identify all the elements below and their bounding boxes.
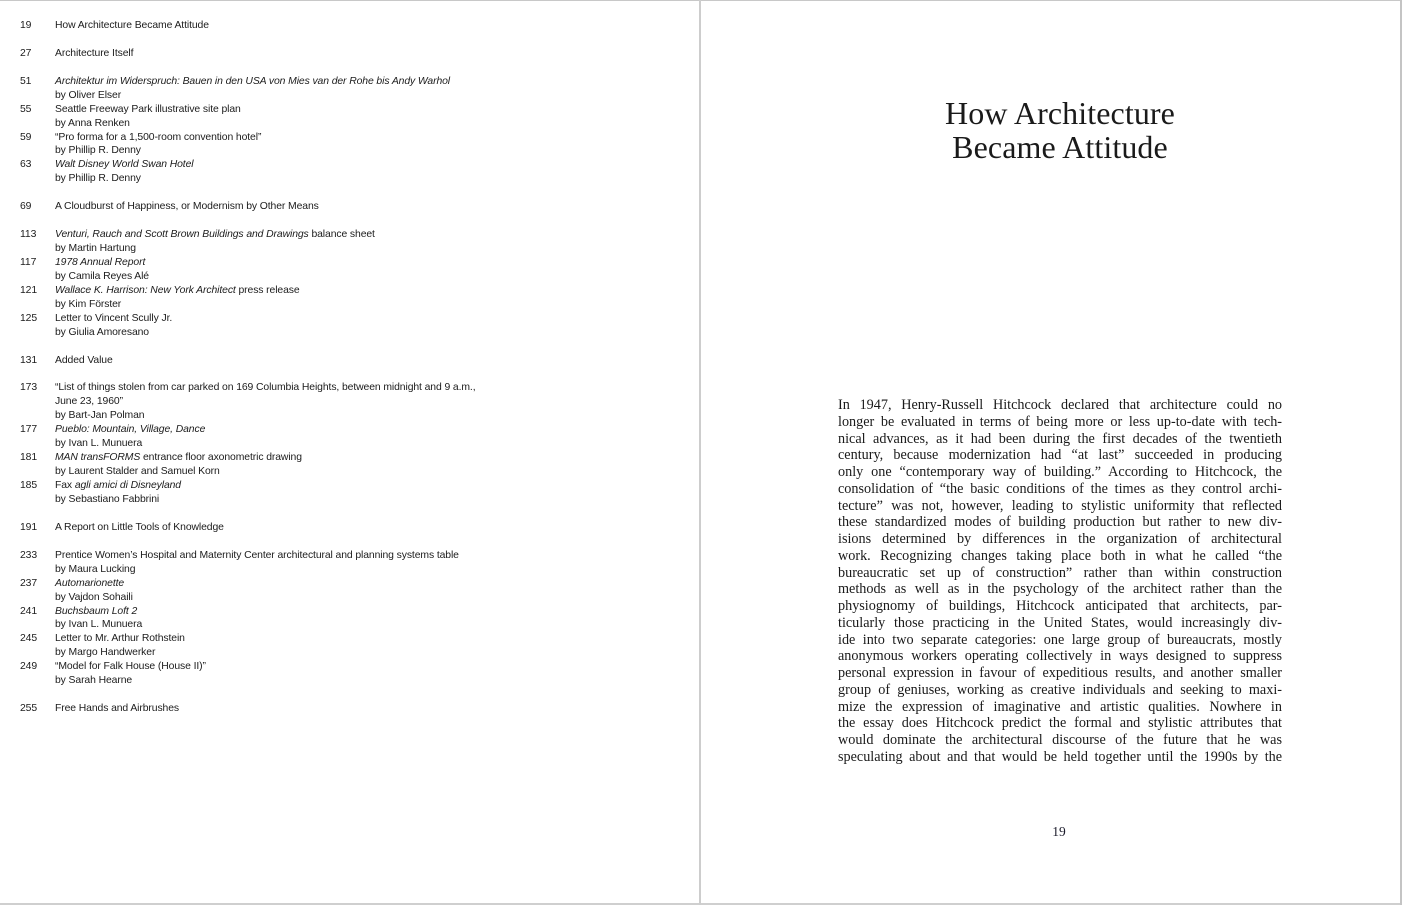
toc-entry-title	[55, 256, 680, 270]
toc-section	[20, 228, 680, 340]
body-text-line: group of geniuses, working as creative individuals and seeking to maxi-	[838, 681, 1282, 698]
toc-entry-title	[55, 131, 680, 145]
toc-entry-body	[55, 479, 680, 507]
toc-page-number: 113	[20, 229, 37, 241]
toc-entry-author: by Anna Renken	[55, 117, 130, 129]
chapter-title	[701, 97, 1402, 164]
body-text-line: physiognomy of buildings, Hitchcock anticipated that architects, par-	[838, 598, 1282, 614]
body-text-line: speculating about and that would be held together until the 1990s by the	[838, 748, 1283, 765]
toc-entry[interactable]	[20, 256, 680, 284]
toc-entry-title	[55, 354, 680, 368]
body-text-line: these standardized modes of building production but rather to new div-	[838, 514, 1282, 531]
toc-title-italic-part: Buchsbaum Loft 2	[55, 605, 138, 617]
toc-page-number: 191	[20, 521, 38, 533]
toc-title-part: Prentice Women’s Hospital and Maternity Center architectural and planning systems table	[55, 549, 459, 561]
toc-entry[interactable]	[20, 577, 680, 605]
body-text-line: isions determined by differences in the organization of architectural	[838, 531, 1282, 547]
toc-entry[interactable]	[20, 660, 680, 688]
body-text-line: work. Recognizing changes taking place both in what he called “the	[838, 547, 1282, 564]
toc-entry-body	[55, 354, 680, 368]
toc-title-italic-part: agli amici di Disneyland	[74, 480, 181, 492]
toc-entry[interactable]	[20, 47, 680, 61]
toc-page-number: 245	[20, 633, 38, 645]
body-text-line: mize the expression of imaginative and artistic qualities. Nowhere in	[838, 698, 1282, 715]
toc-entry-title	[55, 200, 680, 214]
left-page-contents	[0, 0, 699, 903]
toc-entry[interactable]	[20, 284, 680, 312]
toc-entry-author: by Sarah Hearne	[55, 675, 133, 687]
toc-page-number: 181	[20, 452, 38, 464]
toc-title-part: Letter to Vincent Scully Jr.	[55, 312, 173, 324]
toc-entry-author: by Bart-Jan Polman	[55, 410, 145, 422]
toc-entry-title	[55, 605, 680, 619]
toc-entry-body	[55, 284, 680, 312]
toc-entry-title	[55, 423, 680, 437]
toc-entry[interactable]	[20, 354, 680, 368]
toc-entry-author: by Margo Handwerker	[55, 647, 156, 659]
toc-page-number: 233	[20, 549, 38, 561]
toc-entry-body	[55, 381, 680, 423]
toc-page-number: 177	[20, 424, 38, 436]
toc-entry-body	[55, 200, 680, 214]
chapter-title-line-1: How Architecture	[945, 95, 1175, 131]
toc-entry-body	[55, 103, 680, 131]
toc-entry-title	[55, 660, 680, 674]
toc-entry-author: by Kim Förster	[55, 298, 122, 310]
toc-entry-body	[55, 131, 680, 159]
toc-title-italic-part: Venturi, Rauch and Scott Brown Buildings and Drawings	[55, 229, 309, 241]
toc-entry[interactable]	[20, 381, 680, 423]
body-text-line: anonymous workers operating collectively in ways designed to suppress	[838, 648, 1283, 665]
body-text-line: only one “contemporary way of building.” According to Hitchcock, the	[838, 464, 1283, 480]
toc-page-number: 185	[20, 480, 38, 492]
body-text-line: In 1947, Henry-Russell Hitchcock declared that architecture could no	[838, 397, 1283, 413]
toc-title-part: A Cloudburst of Happiness, or Modernism by Other Means	[55, 201, 319, 213]
toc-title-part: “Pro forma for a 1,500-room convention hotel”	[55, 131, 262, 143]
toc-title-part: “Model for Falk House (House II)”	[55, 661, 206, 673]
toc-entry-title	[55, 549, 680, 563]
toc-entry-body	[55, 19, 680, 33]
toc-entry-body	[55, 577, 680, 605]
toc-section	[20, 521, 680, 535]
toc-title-part: Seattle Freeway Park illustrative site plan	[55, 103, 241, 115]
toc-entry-title	[55, 479, 680, 493]
toc-page-number: 55	[20, 103, 32, 115]
toc-page-number: 59	[20, 131, 32, 143]
toc-entry[interactable]	[20, 451, 680, 479]
toc-page-number: 241	[20, 605, 38, 617]
toc-entry[interactable]	[20, 200, 680, 214]
toc-title-part: Architecture Itself	[55, 47, 134, 59]
toc-section	[20, 47, 680, 61]
toc-title-part: Letter to Mr. Arthur Rothstein	[55, 633, 185, 645]
toc-page-number: 255	[20, 703, 38, 715]
table-of-contents	[20, 19, 680, 730]
toc-entry-body	[55, 451, 680, 479]
toc-section	[20, 75, 680, 187]
toc-entry-title	[55, 19, 680, 33]
toc-page-number: 173	[20, 382, 38, 394]
toc-page-number: 117	[20, 256, 37, 268]
toc-title-italic-part: MAN transFORMS	[55, 452, 141, 464]
body-text-line: methods as well as in the psychology of the architect rather than the	[838, 581, 1282, 598]
toc-title-italic-part: 1978 Annual Report	[55, 256, 146, 268]
toc-page-number: 19	[20, 20, 32, 31]
toc-entry-body	[55, 423, 680, 451]
body-text-line: would dominate the architectural discourse of the future that he was	[838, 732, 1282, 748]
toc-page-number: 63	[20, 159, 32, 171]
toc-entry-author: by Giulia Amoresano	[55, 326, 149, 338]
body-text-line: the essay does Hitchcock predict the formal and stylistic attributes that	[838, 715, 1282, 732]
body-text-line: ticularly those practicing in the United States, would increasingly div-	[838, 614, 1283, 631]
toc-page-number: 237	[20, 577, 38, 589]
toc-entry-author: by Camila Reyes Alé	[55, 270, 149, 282]
toc-entry-body	[55, 256, 680, 284]
toc-entry-author: by Laurent Stalder and Samuel Korn	[55, 466, 220, 478]
toc-entry-title	[55, 284, 680, 298]
body-text-line: personal expression in favour of expeditious results, and another smaller	[838, 665, 1282, 681]
toc-entry-title	[55, 702, 680, 716]
body-text-line: consolidation of “the basic conditions of the times as they control archi-	[838, 480, 1282, 497]
toc-entry-body	[55, 158, 680, 186]
toc-entry-body	[55, 605, 680, 633]
toc-title-part: balance sheet	[308, 229, 375, 241]
toc-section	[20, 200, 680, 214]
toc-entry-title	[55, 381, 680, 409]
toc-entry-title	[55, 75, 680, 89]
toc-entry-author: by Martin Hartung	[55, 243, 136, 254]
toc-entry-title	[55, 47, 680, 61]
toc-entry[interactable]	[20, 605, 680, 633]
toc-entry-title	[55, 158, 680, 172]
toc-entry-body	[55, 702, 680, 716]
toc-title-italic-part: Wallace K. Harrison: New York Architect	[55, 284, 236, 296]
toc-entry[interactable]	[20, 423, 680, 451]
toc-entry-title	[55, 103, 680, 117]
toc-entry[interactable]	[20, 521, 680, 535]
toc-entry-body	[55, 75, 680, 103]
toc-entry[interactable]	[20, 75, 680, 103]
toc-entry-title	[55, 632, 680, 646]
toc-page-number: 27	[20, 47, 32, 59]
toc-entry[interactable]	[20, 228, 680, 256]
toc-entry-body	[55, 660, 680, 688]
toc-entry-body	[55, 312, 680, 340]
toc-entry-body	[55, 228, 680, 256]
toc-title-italic-part: Automarionette	[55, 577, 125, 589]
toc-entry-title	[55, 451, 680, 465]
toc-entry[interactable]	[20, 549, 680, 577]
toc-title-part: Added Value	[55, 354, 113, 366]
body-text-line: century, because modernization had “at last” succeeded in producing	[838, 447, 1283, 464]
toc-section	[20, 354, 680, 368]
toc-entry-author: by Vajdon Sohaili	[55, 591, 133, 603]
toc-entry-title	[55, 312, 680, 326]
toc-entry[interactable]	[20, 702, 680, 716]
toc-title-part: press release	[235, 284, 300, 296]
toc-entry-author: by Phillip R. Denny	[55, 145, 141, 157]
body-text-line: bureaucratic set up of construction” rather than within construction	[838, 564, 1283, 581]
toc-entry-body	[55, 549, 680, 577]
toc-section	[20, 19, 680, 33]
toc-title-italic-part: Pueblo: Mountain, Village, Dance	[55, 424, 206, 436]
toc-title-part: June 23, 1960”	[55, 396, 123, 408]
toc-entry[interactable]	[20, 158, 680, 186]
toc-entry-author: by Ivan L. Munuera	[55, 438, 143, 450]
toc-entry-author: by Phillip R. Denny	[55, 173, 141, 185]
toc-title-part: Fax	[55, 480, 75, 492]
body-text-line: nical advances, as it had been during the first decades of the twentieth	[838, 430, 1282, 447]
toc-section	[20, 381, 680, 507]
toc-title-part: Free Hands and Airbrushes	[55, 703, 179, 715]
toc-entry-title	[55, 577, 680, 591]
toc-title-part: A Report on Little Tools of Knowledge	[55, 521, 224, 533]
toc-page-number: 249	[20, 661, 38, 673]
toc-entry[interactable]	[20, 312, 680, 340]
toc-entry[interactable]	[20, 19, 680, 33]
chapter-body-text	[838, 397, 1282, 766]
toc-entry-title	[55, 228, 680, 242]
toc-page-number: 121	[20, 284, 38, 296]
toc-entry[interactable]	[20, 479, 680, 507]
toc-entry-author: by Sebastiano Fabbrini	[55, 494, 160, 506]
toc-title-part: How Architecture Became Attitude	[55, 20, 209, 31]
toc-entry[interactable]	[20, 632, 680, 660]
toc-page-number: 51	[20, 75, 32, 87]
toc-title-part: entrance floor axonometric drawing	[140, 452, 302, 464]
toc-page-number: 69	[20, 201, 32, 213]
toc-title-part: “List of things stolen from car parked on 169 Columbia Heights, between midnight and 9 a.m.,	[55, 382, 476, 394]
toc-entry-author: by Ivan L. Munuera	[55, 619, 143, 631]
body-text-line: tecture” was not, however, leading to stylistic uniformity that reflected	[838, 497, 1282, 514]
toc-entry-title	[55, 521, 680, 535]
toc-section	[20, 549, 680, 689]
toc-entry-author: by Maura Lucking	[55, 563, 136, 575]
toc-entry-author: by Oliver Elser	[55, 89, 122, 101]
toc-entry[interactable]	[20, 131, 680, 159]
body-text-line: longer be evaluated in terms of being more or less up-to-date with tech-	[838, 413, 1283, 430]
body-text-line: ide into two separate categories: one large group of bureaucrats, mostly	[838, 631, 1283, 648]
toc-entry-body	[55, 632, 680, 660]
chapter-title-line-2: Became Attitude	[952, 128, 1168, 165]
toc-page-number: 125	[20, 312, 38, 324]
toc-page-number: 131	[20, 354, 38, 366]
page-number: 19	[1052, 824, 1066, 839]
toc-entry-body	[55, 521, 680, 535]
toc-section	[20, 702, 680, 716]
toc-title-italic-part: Walt Disney World Swan Hotel	[55, 159, 194, 171]
toc-entry-body	[55, 47, 680, 61]
right-page-chapter-opener	[701, 1, 1400, 903]
toc-entry[interactable]	[20, 103, 680, 131]
toc-title-italic-part: Architektur im Widerspruch: Bauen in den USA von Mies van der Rohe bis Andy Warhol	[55, 75, 451, 87]
